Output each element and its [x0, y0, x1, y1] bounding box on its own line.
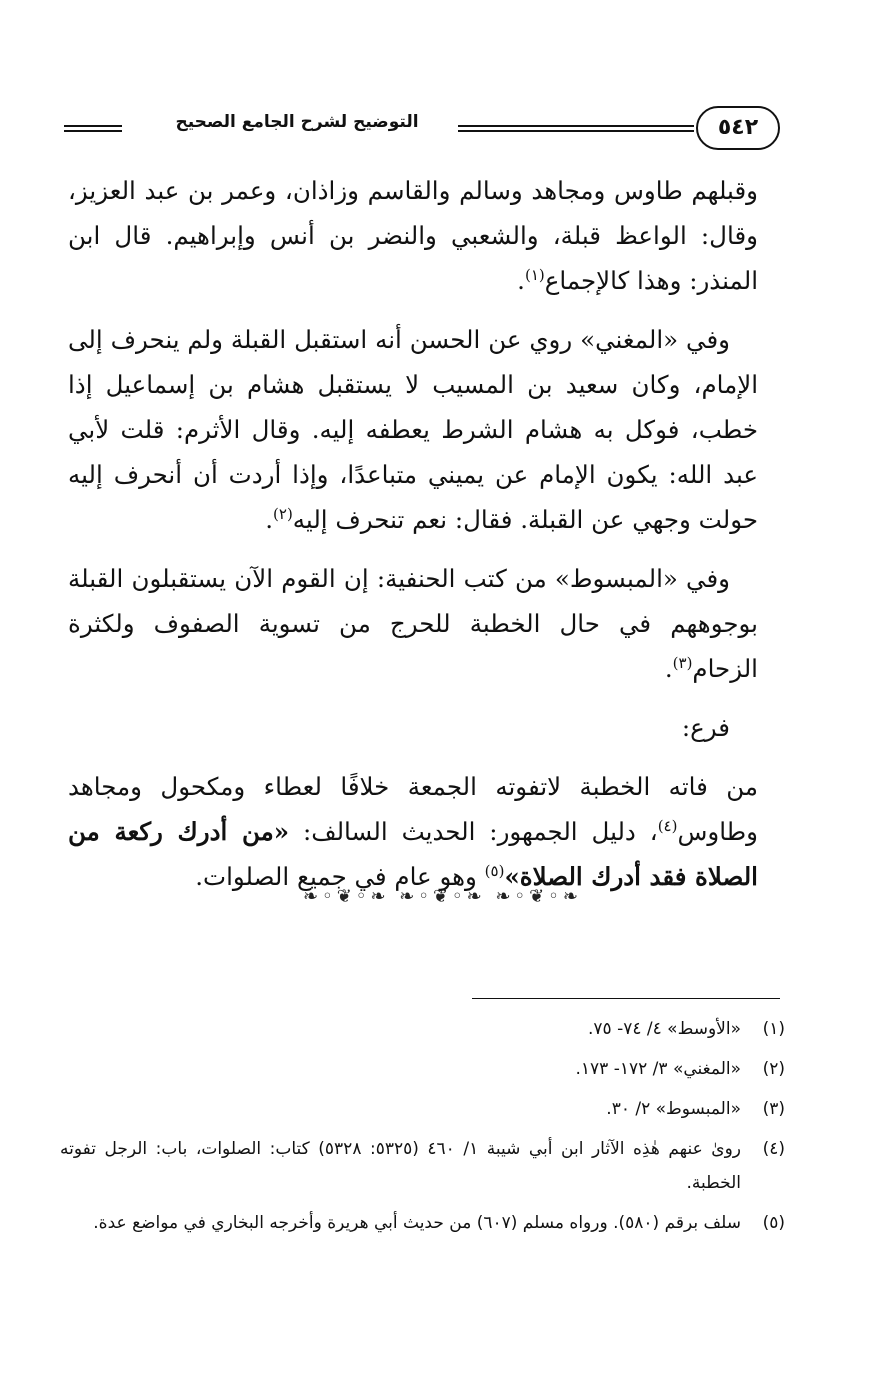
footnote-ref-1: (١)	[524, 265, 545, 284]
footnote-ref-3: (٣)	[672, 653, 693, 672]
footnote-text: سلف برقم (٥٨٠). ورواه مسلم (٦٠٧) من حديث أبي هريرة وأخرجه البخاري في مواضع عدة.	[93, 1213, 741, 1233]
paragraph-5-text-c: وهو عام في جميع الصلوات.	[195, 862, 485, 891]
footnote-text: «المغني» ٣/ ١٧٢- ١٧٣.	[575, 1059, 741, 1079]
page-number: ٥٤٢	[696, 106, 780, 150]
footnote-ref-2: (٢)	[273, 504, 293, 523]
footnote-separator	[472, 998, 780, 999]
ornament-divider: ❧◦❦◦❧ ❧◦❦◦❧ ❧◦❦◦❧	[303, 886, 582, 907]
paragraph-1-text: وقبلهم طاوس ومجاهد وسالم والقاسم وزاذان، وعمر بن عبد العزيز، وقال: الواعظ قبلة، والشعبي والنضر بن أنس وإبراهيم. قال ابن المنذر: وهذا كالإجماع	[68, 176, 758, 295]
footnote-number: (٤)	[762, 1139, 785, 1159]
paragraph-2	[68, 317, 758, 542]
footnote-ref-4: (٤)	[657, 816, 678, 835]
footnotes	[60, 1012, 785, 1246]
footnote-number: (١)	[762, 1019, 785, 1039]
paragraph-5-text-b: ، دليل الجمهور: الحديث السالف:	[289, 817, 658, 846]
paragraph-3	[68, 556, 758, 691]
footnote-number: (٣)	[762, 1099, 785, 1119]
main-text	[68, 168, 758, 913]
paragraph-2-end: .	[265, 505, 274, 534]
header-title: التوضيح لشرح الجامع الصحيح	[175, 112, 419, 132]
paragraph-5-text-a: من فاته الخطبة لاتفوته الجمعة خلافًا لعطاء ومكحول ومجاهد وطاوس	[68, 772, 759, 846]
paragraph-1-end: .	[517, 266, 525, 295]
header-rule-left	[64, 125, 122, 132]
footnote-item	[60, 1132, 785, 1200]
footnote-item	[60, 1012, 785, 1046]
footnote-number: (٢)	[762, 1059, 785, 1079]
paragraph-3-end: .	[664, 654, 673, 683]
footnote-number: (٥)	[762, 1213, 785, 1233]
paragraph-2-text: وفي «المغني» روي عن الحسن أنه استقبل القبلة ولم ينحرف إلى الإمام، وكان سعيد بن المسيب لا يستقبل هشام بن إسماعيل إذا خطب، فوكل به هشام الشرط يعطفه إليه. وقال الأثرم: قلت لأبي عبد الله: يكون الإمام عن يميني متباعدًا، وإذا أردت أن أنحرف إليه حولت وجهي عن القبلة. فقال: نعم تنحرف إليه	[68, 325, 758, 534]
footnote-item	[60, 1092, 785, 1126]
footnote-item	[60, 1052, 785, 1086]
section-label: فرع:	[681, 713, 730, 742]
footnote-ref-5: (٥)	[484, 861, 505, 880]
footnote-text: «الأوسط» ٤/ ٧٤- ٧٥.	[588, 1019, 741, 1039]
footnote-text: «المبسوط» ٢/ ٣٠.	[606, 1099, 741, 1119]
running-header	[60, 100, 790, 160]
paragraph-1	[68, 168, 758, 303]
paragraph-3-text: وفي «المبسوط» من كتب الحنفية: إن القوم الآن يستقبلون القبلة بوجوههم في حال الخطبة للحرج من تسوية الصفوف ولكثرة الزحام	[68, 564, 758, 683]
footnote-item	[60, 1206, 785, 1240]
paragraph-5	[68, 764, 758, 899]
header-rule-right	[458, 125, 694, 132]
hadith-quote: «من أدرك ركعة من الصلاة فقد أدرك الصلاة»	[68, 817, 758, 891]
footnote-text: روىٰ عنهم هٰذِه الآثار ابن أبي شيبة ١/ ٤٦٠ (٥٣٢٥: ٥٣٢٨) كتاب: الصلوات، باب: الرجل تفوته الخطبة.	[60, 1139, 741, 1193]
